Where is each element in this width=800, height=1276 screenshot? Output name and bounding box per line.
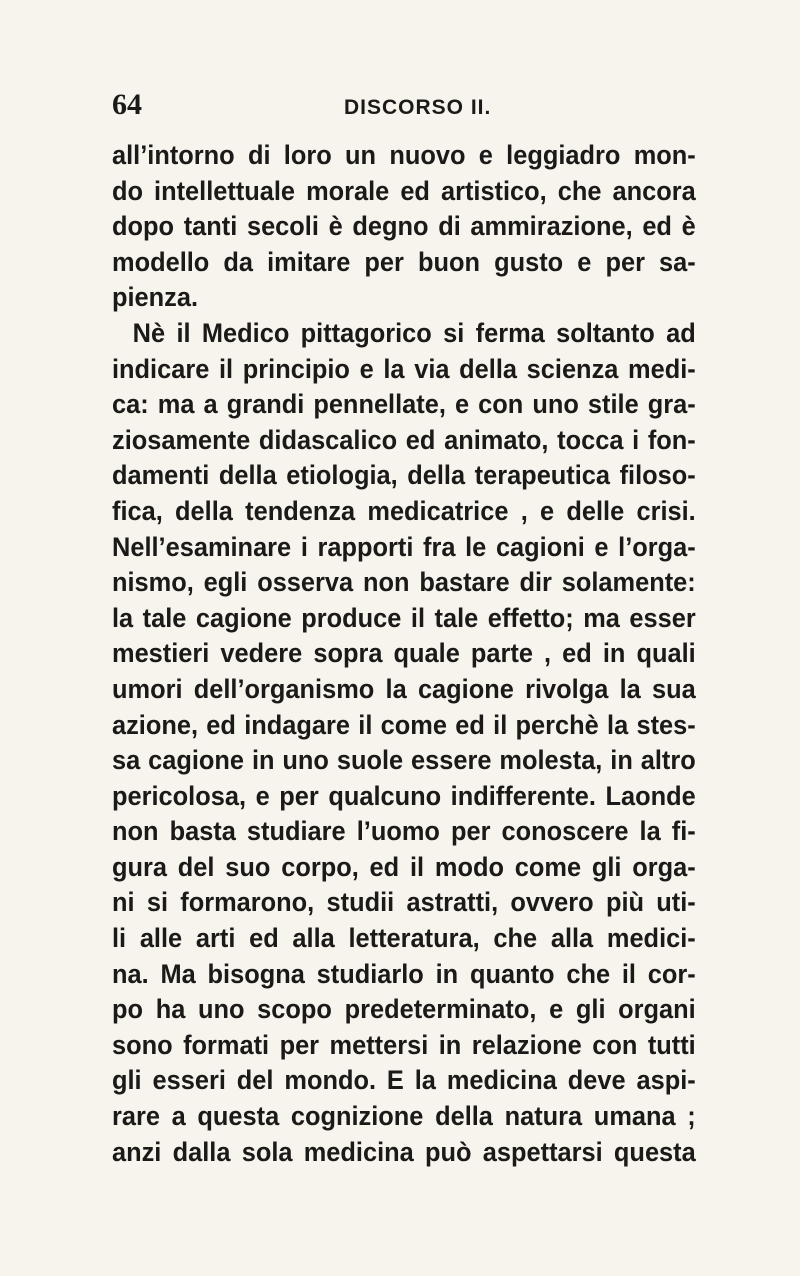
text-line: sono formati per mettersi in relazione con tutti [112,1029,696,1060]
text-line: gura del suo corpo, ed il modo come gli orga- [112,851,696,882]
text-line: non basta studiare l’uomo per conoscere la fi- [112,816,696,847]
text-line: po ha uno scopo predeterminato, e gli organi [112,994,696,1025]
text-line: sa cagione in uno suole essere molesta, in altro [112,745,696,776]
text-line: ni si formarono, studii astratti, ovvero più uti- [112,887,696,918]
text-line: ziosamente didascalico ed animato, tocca i fon- [112,424,696,455]
text-line: Nè il Medico pittagorico si ferma soltanto ad [132,317,696,348]
text-line: do intellettuale morale ed artistico, che ancora [112,175,696,206]
text-line: damenti della etiologia, della terapeutica filoso- [112,460,696,491]
text-line: ca: ma a grandi pennellate, e con uno stile gra- [112,389,696,420]
text-line: rare a questa cognizione della natura umana ; [112,1101,696,1132]
text-line: pericolosa, e per qualcuno indifferente. Laonde [112,780,696,811]
text-line: nismo, egli osserva non bastare dir solamente: [112,567,696,598]
text-line: gli esseri del mondo. E la medicina deve aspi- [112,1065,696,1096]
text-line: pienza. [112,282,199,313]
text-line: mestieri vedere sopra quale parte , ed in quali [112,638,696,669]
text-line: li alle arti ed alla letteratura, che alla medici- [112,923,696,954]
running-head: DISCORSO II. [344,96,492,119]
text-line: na. Ma bisogna studiarlo in quanto che il cor- [112,958,696,989]
text-line: fica, della tendenza medicatrice , e delle crisi. [112,495,696,526]
text-line: umori dell’organismo la cagione rivolga la sua [112,673,696,704]
text-line: anzi dalla sola medicina può aspettarsi questa [112,1136,696,1167]
text-line: azione, ed indagare il come ed il perchè la stes- [112,709,696,740]
text-line: indicare il principio e la via della scienza medi- [112,353,696,384]
page-header [112,88,692,128]
body-text [112,138,696,1170]
text-line: modello da imitare per buon gusto e per sa- [112,246,696,277]
text-line: Nell’esaminare i rapporti fra le cagioni e l’orga- [112,531,696,562]
text-line: la tale cagione produce il tale effetto; ma esser [112,602,696,633]
text-line: all’intorno di loro un nuovo e leggiadro mon- [112,140,696,170]
page-number: 64 [112,88,142,121]
text-line: dopo tanti secoli è degno di ammirazione, ed è [112,211,696,242]
